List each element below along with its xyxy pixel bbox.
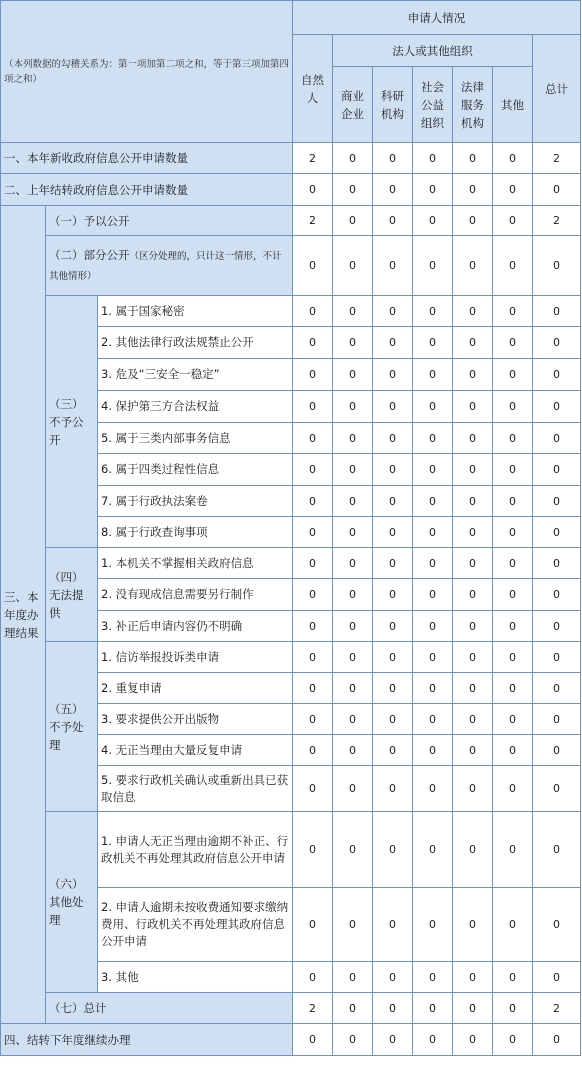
value-cell: 0 <box>493 327 533 359</box>
item-label: 7. 属于行政执法案卷 <box>98 486 293 517</box>
value-cell: 0 <box>413 143 453 174</box>
value-cell: 0 <box>373 486 413 517</box>
value-cell: 0 <box>373 359 413 391</box>
value-cell: 0 <box>453 812 493 888</box>
value-cell: 0 <box>333 174 373 206</box>
value-cell: 0 <box>533 812 581 888</box>
value-cell: 0 <box>333 423 373 454</box>
item-label: 2. 其他法律行政法规禁止公开 <box>98 327 293 359</box>
row-label: 二、上年结转政府信息公开申请数量 <box>1 174 293 206</box>
value-cell: 0 <box>413 391 453 423</box>
value-cell: 0 <box>493 579 533 611</box>
value-cell: 0 <box>493 391 533 423</box>
value-cell: 0 <box>533 766 581 812</box>
value-cell: 0 <box>533 296 581 327</box>
group-label <box>46 236 293 296</box>
item-label: 3. 其他 <box>98 962 293 993</box>
social-welfare-header: 社会公益组织 <box>413 67 453 143</box>
table-row <box>1 993 581 1024</box>
group-label: （六）其他处理 <box>46 812 98 993</box>
value-cell: 0 <box>293 579 333 611</box>
value-cell: 0 <box>533 888 581 962</box>
value-cell: 0 <box>413 812 453 888</box>
value-cell: 0 <box>453 143 493 174</box>
value-cell: 0 <box>373 391 413 423</box>
table-row <box>1 642 581 673</box>
value-cell: 0 <box>453 1024 493 1056</box>
table-row <box>1 206 581 236</box>
value-cell: 0 <box>293 766 333 812</box>
group-label: （七）总计 <box>46 993 293 1024</box>
value-cell: 0 <box>373 236 413 296</box>
value-cell: 0 <box>293 735 333 766</box>
value-cell: 0 <box>293 1024 333 1056</box>
applicant-header: 申请人情况 <box>293 1 581 35</box>
item-label: 3. 补正后申请内容仍不明确 <box>98 611 293 642</box>
value-cell: 0 <box>453 236 493 296</box>
value-cell: 0 <box>373 704 413 735</box>
value-cell: 0 <box>493 359 533 391</box>
value-cell: 0 <box>333 704 373 735</box>
value-cell: 0 <box>333 1024 373 1056</box>
value-cell: 0 <box>453 174 493 206</box>
value-cell: 0 <box>333 143 373 174</box>
item-label: 4. 保护第三方合法权益 <box>98 391 293 423</box>
value-cell: 0 <box>293 296 333 327</box>
value-cell: 0 <box>413 611 453 642</box>
item-label: 1. 属于国家秘密 <box>98 296 293 327</box>
value-cell: 0 <box>373 611 413 642</box>
value-cell: 0 <box>413 296 453 327</box>
value-cell: 0 <box>413 579 453 611</box>
item-label: 8. 属于行政查询事项 <box>98 517 293 548</box>
value-cell: 0 <box>493 1024 533 1056</box>
value-cell: 0 <box>533 327 581 359</box>
value-cell: 0 <box>373 766 413 812</box>
value-cell: 0 <box>493 517 533 548</box>
value-cell: 0 <box>333 611 373 642</box>
value-cell: 0 <box>373 548 413 579</box>
value-cell: 0 <box>373 174 413 206</box>
value-cell: 0 <box>493 206 533 236</box>
value-cell: 0 <box>493 296 533 327</box>
value-cell: 0 <box>533 359 581 391</box>
value-cell: 0 <box>413 673 453 704</box>
value-cell: 0 <box>533 735 581 766</box>
value-cell: 0 <box>493 642 533 673</box>
value-cell: 0 <box>373 423 413 454</box>
item-label: 1. 申请人无正当理由逾期不补正、行政机关不再处理其政府信息公开申请 <box>98 812 293 888</box>
value-cell: 0 <box>413 486 453 517</box>
value-cell: 2 <box>293 206 333 236</box>
value-cell: 0 <box>373 735 413 766</box>
value-cell: 0 <box>453 296 493 327</box>
section-3-label: 三、本年度办理结果 <box>1 206 46 1024</box>
value-cell: 0 <box>533 454 581 486</box>
value-cell: 0 <box>293 962 333 993</box>
value-cell: 0 <box>293 236 333 296</box>
value-cell: 0 <box>533 174 581 206</box>
value-cell: 0 <box>533 236 581 296</box>
value-cell: 0 <box>453 673 493 704</box>
value-cell: 0 <box>293 517 333 548</box>
value-cell: 0 <box>413 454 453 486</box>
table-row <box>1 143 581 174</box>
value-cell: 0 <box>373 993 413 1024</box>
table-row <box>1 548 581 579</box>
value-cell: 0 <box>413 766 453 812</box>
value-cell: 0 <box>493 766 533 812</box>
value-cell: 0 <box>493 993 533 1024</box>
value-cell: 0 <box>413 423 453 454</box>
item-label: 3. 危及“三安全一稳定” <box>98 359 293 391</box>
value-cell: 0 <box>453 993 493 1024</box>
value-cell: 0 <box>293 642 333 673</box>
table-row <box>1 236 581 296</box>
value-cell: 0 <box>373 327 413 359</box>
row-label: 一、本年新收政府信息公开申请数量 <box>1 143 293 174</box>
value-cell: 0 <box>493 611 533 642</box>
item-label: 3. 要求提供公开出版物 <box>98 704 293 735</box>
value-cell: 0 <box>333 359 373 391</box>
research-header: 科研机构 <box>373 67 413 143</box>
value-cell: 0 <box>413 206 453 236</box>
value-cell: 0 <box>493 704 533 735</box>
group-label: （五）不予处理 <box>46 642 98 812</box>
value-cell: 0 <box>333 579 373 611</box>
value-cell: 0 <box>333 888 373 962</box>
value-cell: 0 <box>413 888 453 962</box>
value-cell: 0 <box>293 611 333 642</box>
business-header: 商业企业 <box>333 67 373 143</box>
value-cell: 0 <box>293 174 333 206</box>
item-label: 1. 本机关不掌握相关政府信息 <box>98 548 293 579</box>
item-label: 4. 无正当理由大量反复申请 <box>98 735 293 766</box>
group-label: （一）予以公开 <box>46 206 293 236</box>
value-cell: 0 <box>453 548 493 579</box>
value-cell: 0 <box>493 812 533 888</box>
item-label: 1. 信访举报投诉类申请 <box>98 642 293 673</box>
value-cell: 0 <box>453 359 493 391</box>
value-cell: 0 <box>293 548 333 579</box>
value-cell: 0 <box>413 704 453 735</box>
item-label: 5. 要求行政机关确认或重新出具已获取信息 <box>98 766 293 812</box>
value-cell: 0 <box>333 812 373 888</box>
value-cell: 0 <box>453 962 493 993</box>
other-header: 其他 <box>493 67 533 143</box>
value-cell: 0 <box>533 517 581 548</box>
value-cell: 0 <box>333 962 373 993</box>
value-cell: 0 <box>333 486 373 517</box>
value-cell: 2 <box>533 206 581 236</box>
value-cell: 0 <box>373 296 413 327</box>
value-cell: 0 <box>373 888 413 962</box>
value-cell: 0 <box>373 642 413 673</box>
value-cell: 0 <box>413 642 453 673</box>
value-cell: 0 <box>533 548 581 579</box>
value-cell: 0 <box>373 962 413 993</box>
value-cell: 0 <box>453 611 493 642</box>
item-label: 6. 属于四类过程性信息 <box>98 454 293 486</box>
value-cell: 0 <box>533 1024 581 1056</box>
group-label: （四）无法提供 <box>46 548 98 642</box>
natural-person-header: 自然人 <box>293 35 333 143</box>
value-cell: 0 <box>373 206 413 236</box>
value-cell: 0 <box>373 517 413 548</box>
table-row <box>1 296 581 327</box>
value-cell: 0 <box>413 962 453 993</box>
value-cell: 0 <box>493 423 533 454</box>
value-cell: 2 <box>293 143 333 174</box>
value-cell: 0 <box>493 454 533 486</box>
value-cell: 0 <box>453 391 493 423</box>
value-cell: 0 <box>333 327 373 359</box>
value-cell: 0 <box>453 206 493 236</box>
value-cell: 0 <box>373 673 413 704</box>
value-cell: 0 <box>413 174 453 206</box>
relation-note: （本列数据的勾稽关系为：第一项加第二项之和，等于第三项加第四项之和） <box>1 1 293 143</box>
value-cell: 0 <box>293 359 333 391</box>
value-cell: 0 <box>493 673 533 704</box>
value-cell: 2 <box>293 993 333 1024</box>
value-cell: 0 <box>293 423 333 454</box>
value-cell: 0 <box>333 735 373 766</box>
value-cell: 0 <box>333 642 373 673</box>
partial-disclosure-label: （二）部分公开 <box>49 247 130 262</box>
value-cell: 0 <box>333 236 373 296</box>
value-cell: 0 <box>533 962 581 993</box>
value-cell: 0 <box>373 1024 413 1056</box>
value-cell: 0 <box>493 735 533 766</box>
value-cell: 0 <box>533 704 581 735</box>
value-cell: 0 <box>533 391 581 423</box>
value-cell: 0 <box>533 579 581 611</box>
value-cell: 0 <box>333 993 373 1024</box>
value-cell: 0 <box>333 517 373 548</box>
value-cell: 0 <box>333 454 373 486</box>
value-cell: 0 <box>413 359 453 391</box>
value-cell: 0 <box>293 888 333 962</box>
value-cell: 0 <box>453 704 493 735</box>
value-cell: 0 <box>533 611 581 642</box>
value-cell: 0 <box>413 1024 453 1056</box>
value-cell: 2 <box>533 143 581 174</box>
value-cell: 0 <box>293 673 333 704</box>
value-cell: 0 <box>293 704 333 735</box>
value-cell: 0 <box>453 579 493 611</box>
row-label: 四、结转下年度继续办理 <box>1 1024 293 1056</box>
value-cell: 0 <box>413 993 453 1024</box>
group-label: （三）不予公开 <box>46 296 98 548</box>
value-cell: 0 <box>533 673 581 704</box>
value-cell: 0 <box>453 327 493 359</box>
value-cell: 0 <box>533 423 581 454</box>
value-cell: 0 <box>333 296 373 327</box>
value-cell: 0 <box>493 888 533 962</box>
value-cell: 0 <box>493 962 533 993</box>
value-cell: 0 <box>413 548 453 579</box>
value-cell: 0 <box>493 174 533 206</box>
value-cell: 0 <box>333 673 373 704</box>
value-cell: 0 <box>493 548 533 579</box>
value-cell: 0 <box>333 206 373 236</box>
item-label: 2. 重复申请 <box>98 673 293 704</box>
legal-service-header: 法律服务机构 <box>453 67 493 143</box>
value-cell: 0 <box>453 766 493 812</box>
value-cell: 0 <box>333 766 373 812</box>
value-cell: 0 <box>293 391 333 423</box>
value-cell: 0 <box>373 812 413 888</box>
table-row <box>1 1024 581 1056</box>
value-cell: 0 <box>373 454 413 486</box>
value-cell: 0 <box>413 327 453 359</box>
value-cell: 0 <box>453 454 493 486</box>
value-cell: 0 <box>453 423 493 454</box>
item-label: 5. 属于三类内部事务信息 <box>98 423 293 454</box>
value-cell: 0 <box>373 143 413 174</box>
value-cell: 0 <box>413 236 453 296</box>
value-cell: 0 <box>493 143 533 174</box>
partial-disclosure-note: （区分处理的，只计这一情形，不计其他情形） <box>49 250 282 282</box>
value-cell: 0 <box>293 812 333 888</box>
value-cell: 0 <box>293 486 333 517</box>
value-cell: 0 <box>453 735 493 766</box>
legal-person-header: 法人或其他组织 <box>333 35 533 67</box>
total-header: 总计 <box>533 35 581 143</box>
value-cell: 0 <box>333 548 373 579</box>
value-cell: 0 <box>333 391 373 423</box>
value-cell: 0 <box>493 236 533 296</box>
value-cell: 0 <box>453 888 493 962</box>
value-cell: 0 <box>493 486 533 517</box>
value-cell: 2 <box>533 993 581 1024</box>
value-cell: 0 <box>293 327 333 359</box>
value-cell: 0 <box>453 642 493 673</box>
item-label: 2. 申请人逾期未按收费通知要求缴纳费用、行政机关不再处理其政府信息公开申请 <box>98 888 293 962</box>
item-label: 2. 没有现成信息需要另行制作 <box>98 579 293 611</box>
value-cell: 0 <box>413 735 453 766</box>
value-cell: 0 <box>453 517 493 548</box>
table-row <box>1 812 581 888</box>
value-cell: 0 <box>533 642 581 673</box>
value-cell: 0 <box>373 579 413 611</box>
value-cell: 0 <box>533 486 581 517</box>
value-cell: 0 <box>453 486 493 517</box>
value-cell: 0 <box>413 517 453 548</box>
table-row <box>1 174 581 206</box>
value-cell: 0 <box>293 454 333 486</box>
